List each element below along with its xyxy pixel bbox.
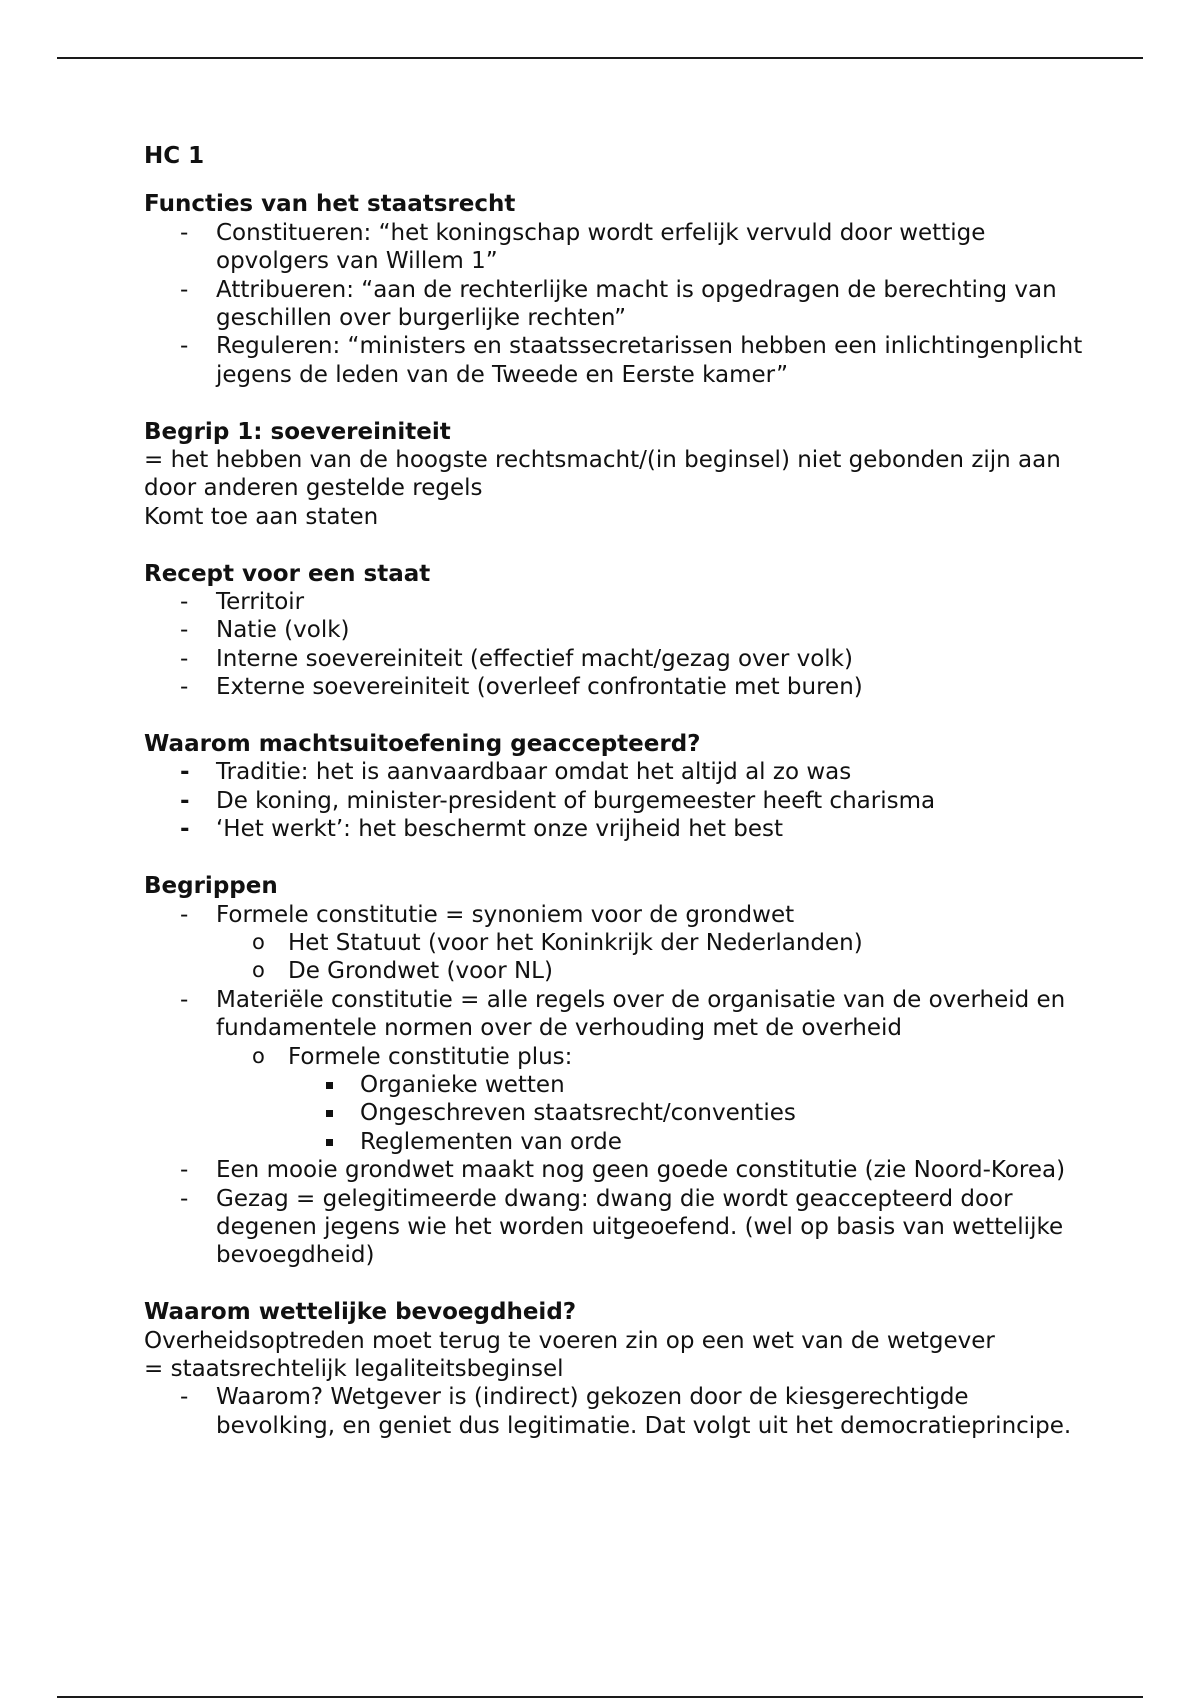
sub-sub-list-item: [144, 1071, 1084, 1099]
square-bullet: [326, 1139, 333, 1146]
section-functies: [144, 190, 1084, 389]
list-item-text: Constitueren: “het koningschap wordt erfelijk vervuld door wettige opvolgers van Willem 1”: [216, 219, 986, 275]
dash-bullet: -: [180, 1185, 189, 1212]
materiele-subsublist: [144, 1071, 1084, 1156]
header-rule: [57, 57, 1143, 59]
dash-bullet: -: [180, 276, 189, 303]
footer-rule: [57, 1696, 1143, 1698]
list-item-text: De koning, minister-president of burgemeester heeft charisma: [216, 787, 936, 814]
dash-bullet: -: [180, 816, 190, 843]
recept-list: [144, 588, 1084, 702]
sub-list-item-text: De Grondwet (voor NL): [288, 958, 553, 985]
list-item: [144, 616, 1084, 644]
list-item: [144, 787, 1084, 815]
circle-bullet: o: [252, 1043, 265, 1068]
document-title: HC 1: [144, 143, 205, 169]
list-item-text: Territoir: [216, 589, 305, 616]
dash-bullet: -: [180, 986, 189, 1013]
list-item-text: Interne soevereiniteit (effectief macht/gezag over volk): [216, 645, 853, 672]
circle-bullet: o: [252, 929, 265, 954]
waarom-macht-list: [144, 758, 1084, 843]
note-text: Komt toe aan staten: [144, 503, 379, 530]
sub-sub-list-item: [144, 1099, 1084, 1127]
section-heading: Recept voor een staat: [144, 560, 431, 587]
dash-bullet: -: [180, 589, 189, 616]
list-item: [144, 986, 1084, 1156]
dash-bullet: -: [180, 1384, 189, 1411]
document-body: [144, 142, 1084, 1440]
list-item-text: Attribueren: “aan de rechterlijke macht is opgedragen de berechting van geschillen over burgerlijke rechten”: [216, 276, 1057, 332]
sub-list-item: [144, 1043, 1084, 1157]
list-item-text: Externe soevereiniteit (overleef confrontatie met buren): [216, 674, 863, 701]
dash-bullet: -: [180, 333, 189, 360]
section-waarom-macht: [144, 730, 1084, 844]
list-item: [144, 588, 1084, 616]
list-item-text: Traditie: het is aanvaardbaar omdat het altijd al zo was: [216, 759, 852, 786]
sub-list-item-text: Formele constitutie plus:: [288, 1043, 573, 1070]
paragraph-text: = staatsrechtelijk legaliteitsbeginsel: [144, 1355, 564, 1382]
formele-sublist: [144, 929, 1084, 986]
materiele-sublist: [144, 1043, 1084, 1157]
section-begrip-1: [144, 418, 1084, 532]
sub-sub-list-item-text: Reglementen van orde: [360, 1128, 622, 1155]
paragraph-text: Overheidsoptreden moet terug te voeren zin op een wet van de wetgever: [144, 1327, 995, 1354]
dash-bullet: -: [180, 901, 189, 928]
section-heading: Begrip 1: soevereiniteit: [144, 418, 451, 445]
sub-list-item-text: Het Statuut (voor het Koninkrijk der Nederlanden): [288, 929, 863, 956]
list-item: [144, 815, 1084, 843]
list-item: [144, 276, 1084, 333]
section-begrippen: [144, 872, 1084, 1270]
sub-list-item: [144, 929, 1084, 957]
sub-sub-list-item-text: Organieke wetten: [360, 1071, 565, 1098]
dash-bullet: -: [180, 759, 190, 786]
list-item: [144, 645, 1084, 673]
list-item: [144, 758, 1084, 786]
list-item-text: ‘Het werkt’: het beschermt onze vrijheid het best: [216, 816, 784, 843]
dash-bullet: -: [180, 674, 189, 701]
functies-list: [144, 219, 1084, 389]
list-item-text: Reguleren: “ministers en staatssecretarissen hebben een inlichtingenplicht jegens de leden van de Tweede en Eerste kamer”: [216, 333, 1083, 388]
dash-bullet: -: [180, 787, 190, 814]
definition-text: = het hebben van de hoogste rechtsmacht/(in beginsel) niet gebonden zijn aan door anderen gestelde regels: [144, 447, 1061, 502]
begrippen-list: [144, 901, 1084, 1270]
dash-bullet: -: [180, 219, 189, 246]
section-heading: Begrippen: [144, 873, 278, 900]
list-item: [144, 219, 1084, 276]
wettelijk-list: [144, 1383, 1084, 1440]
list-item-text: Gezag = gelegitimeerde dwang: dwang die wordt geaccepteerd door degenen jegens wie het worden uitgeoefend. (wel op basis van wettelijke bevoegdheid): [216, 1185, 1064, 1269]
sub-list-item: [144, 957, 1084, 985]
list-item: [144, 1156, 1084, 1184]
section-heading: Functies van het staatsrecht: [144, 191, 516, 218]
list-item-text: Natie (volk): [216, 617, 350, 644]
section-heading: Waarom machtsuitoefening geaccepteerd?: [144, 731, 701, 758]
list-item: [144, 901, 1084, 986]
list-item-text: Waarom? Wetgever is (indirect) gekozen door de kiesgerechtigde bevolking, en geniet dus legitimatie. Dat volgt uit het democratieprincipe.: [216, 1384, 1072, 1439]
section-recept: [144, 560, 1084, 702]
list-item: [144, 673, 1084, 701]
dash-bullet: -: [180, 617, 189, 644]
dash-bullet: -: [180, 1157, 189, 1184]
square-bullet: [326, 1082, 333, 1089]
dash-bullet: -: [180, 645, 189, 672]
section-heading: Waarom wettelijke bevoegdheid?: [144, 1299, 577, 1326]
list-item-text: Een mooie grondwet maakt nog geen goede constitutie (zie Noord-Korea): [216, 1157, 1066, 1184]
list-item: [144, 332, 1084, 389]
sub-sub-list-item-text: Ongeschreven staatsrecht/conventies: [360, 1100, 796, 1127]
list-item-text: Materiële constitutie = alle regels over de organisatie van de overheid en fundamentele normen over de verhouding met de overheid: [216, 986, 1066, 1042]
circle-bullet: o: [252, 958, 265, 983]
sub-sub-list-item: [144, 1128, 1084, 1156]
list-item: [144, 1383, 1084, 1440]
square-bullet: [326, 1110, 333, 1117]
section-wettelijke-bevoegdheid: [144, 1298, 1084, 1440]
list-item-text: Formele constitutie = synoniem voor de grondwet: [216, 901, 795, 928]
list-item: [144, 1185, 1084, 1270]
